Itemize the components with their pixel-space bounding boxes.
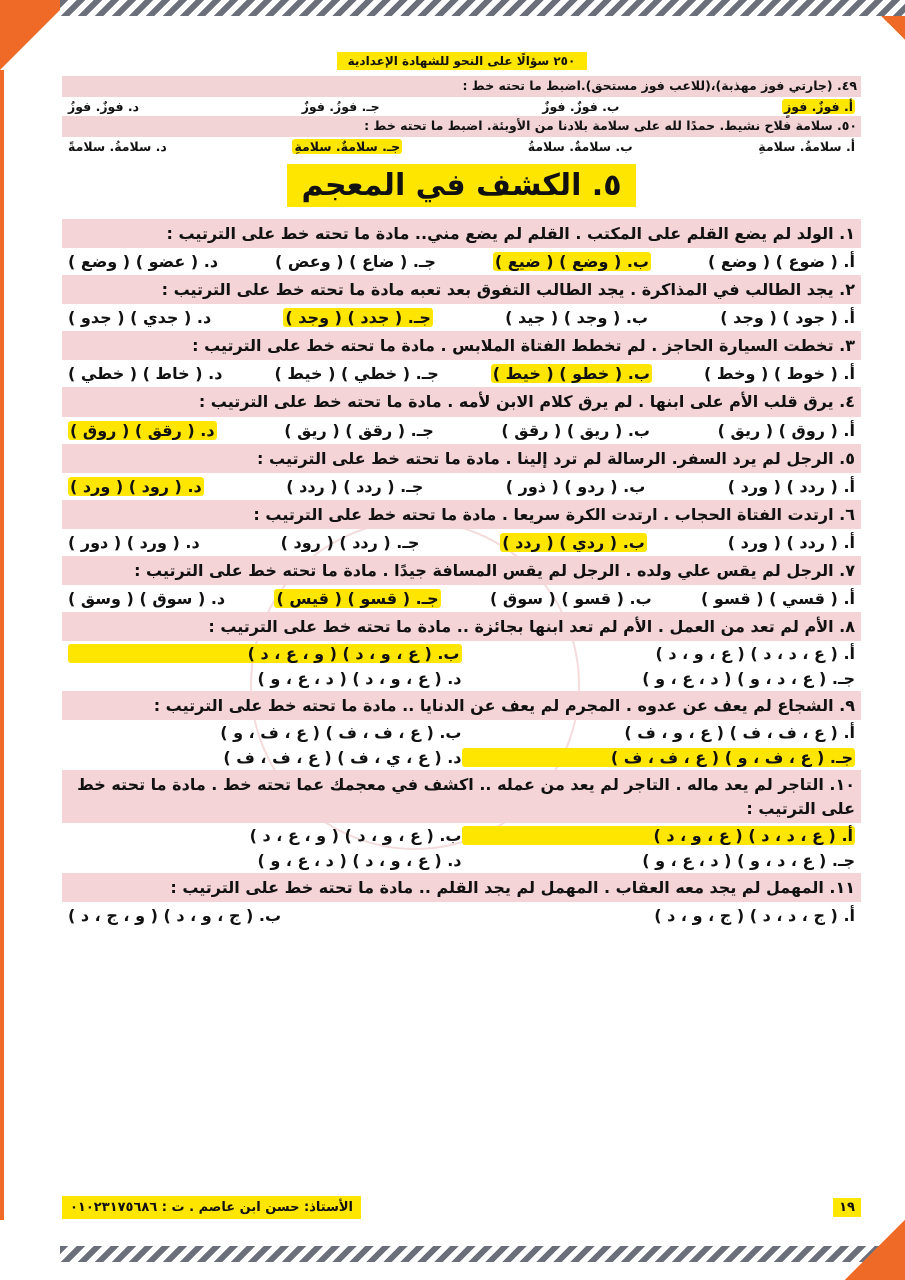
option-a[interactable]: أ. ( ضوع ) ( وضع ) [708,251,855,271]
option-d[interactable]: د. ( سوق ) ( وسق ) [68,589,226,609]
corner-decoration [845,1220,905,1280]
question-options [62,304,861,331]
question-text: ٤٩. (جارتي فوز مهذبة)،(للاعب فوز مستحق).اضبط ما تحته خط : [462,78,857,93]
option-c[interactable]: جـ. ( ردد ) ( رود ) [280,532,420,552]
teacher-contact: الأستاذ: حسن ابن عاصم . ت : ٠١٠٢٣١٧٥٦٨٦ [62,1196,361,1219]
option-d[interactable]: د. ( رود ) ( ورد ) [70,476,202,496]
page-number: ١٩ [833,1198,861,1217]
option-a[interactable]: أ. ( ردد ) ( ورد ) [727,532,855,552]
question-49-options [62,97,861,116]
option-a[interactable]: أ. ( خوط ) ( وخط ) [703,364,855,384]
question-text: ١٠. التاجر لم يعد ماله . التاجر لم يعد من عمله .. اكشف في معجمك عما تحته خط . مادة ما تحته خط على الترتيب : [62,770,861,822]
option-a[interactable]: أ. فوزٌ. فوزٍ [784,98,853,114]
question-text: ٨. الأم لم تعد من العمل . الأم لم تعد ابنها بجائزة .. مادة ما تحته خط على الترتيب : [62,612,861,641]
option-b[interactable]: ب. ( وجد ) ( جيد ) [505,308,648,328]
question-text: ٢. يجد الطالب في المذاكرة . يجد الطالب التفوق بعد تعبه مادة ما تحته خط على الترتيب : [62,275,861,304]
option-b[interactable]: ب. سلامةٌ. سلامةُ [527,138,633,154]
question-list [62,219,861,929]
option-b[interactable]: ب. ( ع ، و ، د ) ( و ، ع ، د ) [68,644,462,663]
question-text: ٥٠. سلامة فلاح نشيط. حمدًا لله على سلامة بلادنا من الأوبئة. اضبط ما تحته خط : [364,117,857,133]
question-text: ٤. يرق قلب الأم على ابنها . لم يرق كلام الابن لأمه . مادة ما تحته خط على الترتيب : [62,387,861,416]
option-a[interactable]: أ. ( قسي ) ( قسو ) [701,589,855,609]
option-a[interactable]: أ. ( ع ، د ، د ) ( ع ، و ، د ) [462,826,856,845]
option-b[interactable]: ب. ( وضع ) ( ضيع ) [494,251,649,271]
page-footer [62,1196,861,1219]
question-text: ٩. الشجاع لم يعف عن عدوه . المجرم لم يعف عن الدنايا .. مادة ما تحته خط على الترتيب : [62,691,861,720]
option-a[interactable]: أ. ( روق ) ( ريق ) [717,420,855,440]
question-options [62,823,861,873]
option-a[interactable]: أ. ( ج ، د ، د ) ( ج ، و ، د ) [654,906,855,925]
option-b[interactable]: ب. ( ردو ) ( ذور ) [505,476,646,496]
question-options [62,720,861,770]
top-stripe-border [60,0,905,16]
question-50-options [62,137,861,156]
option-a[interactable]: أ. سلامةُ. سلامةِ [758,138,855,154]
question-text: ١. الولد لم يضع القلم على المكتب . القلم لم يضع مني.. مادة ما تحته خط على الترتيب : [62,219,861,248]
side-border [0,70,4,1220]
option-c[interactable]: جـ. ( قسو ) ( قيس ) [276,589,439,609]
option-c[interactable]: جـ. ( جدد ) ( وجد ) [285,308,431,328]
question-options [62,902,861,929]
bottom-stripe-border [60,1246,905,1262]
option-a[interactable]: أ. ( ع ، ف ، ف ) ( ع ، و ، ف ) [624,723,855,743]
option-c[interactable]: جـ. ( ضاع ) ( وعض ) [275,251,436,271]
option-d[interactable]: د. ( عضو ) ( وضع ) [68,251,219,271]
question-options [62,473,861,500]
option-a[interactable]: أ. ( جود ) ( وجد ) [720,308,855,328]
option-b[interactable]: ب. ( قسو ) ( سوق ) [490,589,652,609]
option-d[interactable]: د. فوزٌ. فوزُ [68,98,140,114]
question-options [62,248,861,275]
option-c[interactable]: جـ. سلامةٌ. سلامةِ [294,138,401,154]
option-c[interactable]: جـ. ( خطي ) ( خيط ) [274,364,439,384]
option-b[interactable]: ب. ( ريق ) ( رقق ) [501,420,650,440]
option-b[interactable]: ب. ( ع ، و ، د ) ( و ، ع ، د ) [249,825,462,845]
option-c[interactable]: جـ. ( رقق ) ( ريق ) [284,420,434,440]
section-title: ٥. الكشف في المعجم [287,164,635,207]
option-d[interactable]: د. ( ورد ) ( دور ) [68,532,200,552]
question-options [62,641,861,691]
question-options [62,417,861,444]
option-d[interactable]: د. ( ع ، و ، د ) ( د ، ع ، و ) [257,669,462,689]
question-text: ٥. الرجل لم يرد السفر. الرسالة لم ترد إلينا . مادة ما تحته خط على الترتيب : [62,444,861,473]
option-c[interactable]: جـ. ( ردد ) ( ردد ) [286,476,424,496]
option-c[interactable]: جـ. ( ع ، د ، و ) ( د ، ع ، و ) [642,669,855,689]
option-c[interactable]: جـ. ( ع ، ف ، و ) ( ع ، ف ، ف ) [462,748,856,767]
option-d[interactable]: د. سلامةُ. سلامةً [68,138,167,154]
option-c[interactable]: جـ. ( ع ، د ، و ) ( د ، ع ، و ) [642,850,855,870]
question-text: ٣. تخطت السيارة الحاجز . لم تخطط الفتاة الملابس . مادة ما تحته خط على الترتيب : [62,331,861,360]
option-b[interactable]: ب. ( خطو ) ( خيط ) [492,364,650,384]
question-50 [62,116,861,137]
option-d[interactable]: د. ( رقق ) ( روق ) [70,420,215,440]
option-a[interactable]: أ. ( ردد ) ( ورد ) [727,476,855,496]
option-a[interactable]: أ. ( ع ، د ، د ) ( ع ، و ، د ) [655,644,855,664]
page-header-banner: ٢٥٠ سؤالًا على النحو للشهادة الإعدادية [337,52,587,70]
option-d[interactable]: د. ( ع ، و ، د ) ( د ، ع ، و ) [257,850,462,870]
option-b[interactable]: ب. ( ج ، و ، د ) ( و ، ج ، د ) [68,906,282,925]
option-b[interactable]: ب. ( ع ، ف ، ف ) ( ع ، ف ، و ) [220,723,462,743]
question-options [62,585,861,612]
option-d[interactable]: د. ( جدي ) ( جدو ) [68,308,212,328]
option-b[interactable]: ب. ( ردي ) ( ردد ) [502,532,645,552]
option-c[interactable]: جـ. فوزُ. فوزٌ [301,98,380,114]
option-b[interactable]: ب. فوزٌ. فوزٌ [542,98,620,114]
worksheet-page [62,52,861,929]
option-d[interactable]: د. ( ع ، ي ، ف ) ( ع ، ف ، ف ) [223,748,462,768]
question-options [62,529,861,556]
option-d[interactable]: د. ( خاط ) ( خطي ) [68,364,223,384]
section-title-wrap [62,164,861,207]
question-text: ٧. الرجل لم يقس علي ولده . الرجل لم يقس المسافة جيدًا . مادة ما تحته خط على الترتيب : [62,556,861,585]
question-text: ١١. المهمل لم يجد معه العقاب . المهمل لم يجد القلم .. مادة ما تحته خط على الترتيب : [62,873,861,902]
question-text: ٦. ارتدت الفتاة الحجاب . ارتدت الكرة سريعا . مادة ما تحته خط على الترتيب : [62,500,861,529]
question-options [62,360,861,387]
question-49 [62,76,861,97]
